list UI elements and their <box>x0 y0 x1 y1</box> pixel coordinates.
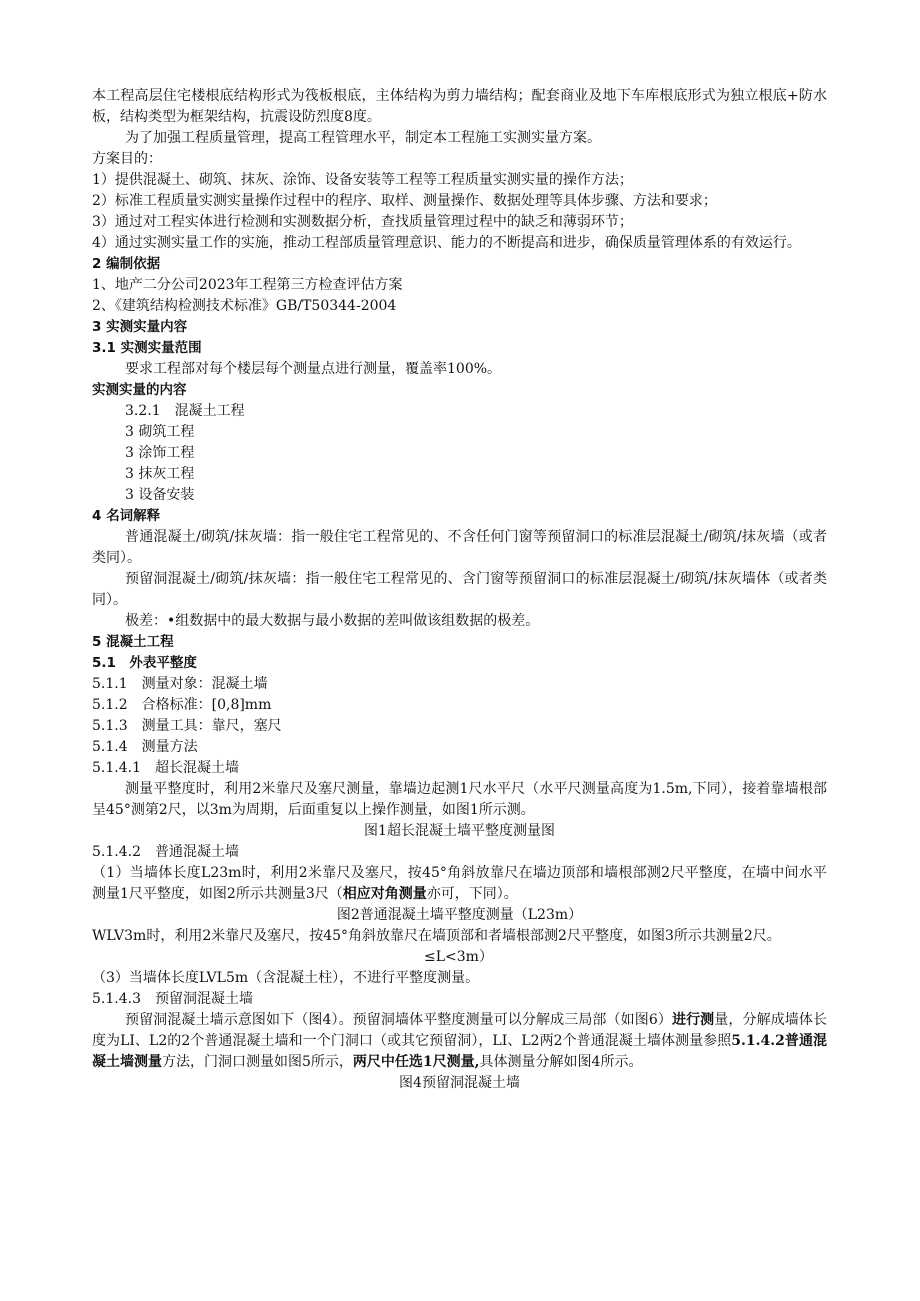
scope-text: 要求工程部对每个楼层每个测量点进行测量，覆盖率100%。 <box>125 361 502 377</box>
text-run: 预留洞混凝土墙示意图如下（图4）。预留洞墙体平整度测量可以分解成三局部（如图6） <box>125 1012 672 1028</box>
subsection-heading: 5.1 外表平整度 <box>92 655 197 671</box>
purpose-item: 1）提供混凝土、砌筑、抹灰、涂饰、设备安装等工程等工程质量实测实量的操作方法； <box>92 172 633 188</box>
text-run: 量，分解成墙体长度为LI、L2的2个普通混凝土墙和一个门洞口（或其它预留洞），LI、L2两2个普通混凝土墙体测量参照 <box>92 1012 828 1049</box>
text-run: （1）当墙体长度L23m时，利用2米靠尺及塞尺，按45°角斜放靠尺在墙边顶部和墙根部测2尺平整度，在墙中间水平测量1尺平整度，如图2所示共测量3尺（ <box>92 865 827 902</box>
method-paragraph: WLV3m时，利用2米靠尺及塞尺，按45°角斜放靠尺在墙顶部和者墙根部测2尺平整度，如图3所示共测量2尺。 <box>92 928 781 944</box>
content-item: 3 砌筑工程 <box>125 424 195 440</box>
clause-line: 5.1.4.3 预留洞混凝土墙 <box>92 991 253 1007</box>
bold-text-run: 5.1.4.2普通混凝土墙测量 <box>92 1033 828 1070</box>
definition-paragraph: 极差：•组数据中的最大数据与最小数据的差叫做该组数据的极差。 <box>125 613 540 629</box>
content-item: 3 涂饰工程 <box>125 445 195 461</box>
clause-line: 5.1.1 测量对象：混凝土墙 <box>92 676 268 692</box>
method-paragraph <box>92 863 827 905</box>
basis-item: 2、《建筑结构检测技术标准》GB/T50344-2004 <box>92 298 397 314</box>
purpose-item: 4）通过实测实量工作的实施，推动工程部质量管理意识、能力的不断提高和进步，确保质量管理体系的有效运行。 <box>92 235 801 251</box>
clause-line: 5.1.3 测量工具：靠尺，塞尺 <box>92 718 282 734</box>
content-item: 3 抹灰工程 <box>125 466 195 482</box>
intro-paragraph: 本工程高层住宅楼根底结构形式为筏板根底，主体结构为剪力墙结构；配套商业及地下车库根底形式为独立根底+防水板，结构类型为框架结构，抗震设防烈度8度。 <box>92 88 827 125</box>
purpose-item: 3）通过对工程实体进行检测和实测数据分析，查找质量管理过程中的缺乏和薄弱环节； <box>92 214 633 230</box>
clause-line: 5.1.4 测量方法 <box>92 739 198 755</box>
section-heading: 5 混凝土工程 <box>92 634 174 650</box>
text-run: 亦可，下同）。 <box>426 886 518 902</box>
purpose-item: 2）标准工程质量实测实量操作过程中的程序、取样、测量操作、数据处理等具体步骤、方法和要求； <box>92 193 717 209</box>
purpose-title: 方案目的： <box>92 151 162 167</box>
bold-text-run: 两尺中任选1尺测量, <box>352 1054 480 1070</box>
subsection-heading: 3.1 实测实量范围 <box>92 340 202 356</box>
method-paragraph: （3）当墙体长度LVL5m（含混凝土柱），不进行平整度测量。 <box>92 970 480 986</box>
figure-caption: 图1超长混凝土墙平整度测量图 <box>364 823 555 839</box>
definition-paragraph: 普通混凝土/砌筑/抹灰墙：指一般住宅工程常见的、不含任何门窗等预留洞口的标准层混凝土/砌筑/抹灰墙（或者类同）。 <box>92 529 827 566</box>
section-heading: 2 编制依据 <box>92 256 161 272</box>
section-heading: 3 实测实量内容 <box>92 319 188 335</box>
bold-text-run: 相应对角测量 <box>342 886 427 902</box>
section-heading: 4 名词解释 <box>92 508 161 524</box>
bold-text-run: 进行测 <box>671 1012 715 1028</box>
figure-caption: 图2普通混凝土墙平整度测量（L23m） <box>336 907 583 923</box>
method-paragraph: 测量平整度时，利用2米靠尺及塞尺测量，靠墙边起测1尺水平尺（水平尺测量高度为1.5m,下同），接着靠墙根部呈45°测第2尺，以3m为周期，后面重复以上操作测量，如图1所示测。 <box>92 781 827 818</box>
subsection-heading: 实测实量的内容 <box>92 382 187 398</box>
definition-paragraph: 预留洞混凝土/砌筑/抹灰墙：指一般住宅工程常见的、含门窗等预留洞口的标准层混凝土/砌筑/抹灰墙体（或者类同）。 <box>92 571 827 608</box>
figure-caption: ≤L<3m） <box>424 949 493 965</box>
document-body <box>92 86 827 1094</box>
content-item: 3.2.1 混凝土工程 <box>125 403 245 419</box>
text-run: 方法，门洞口测量如图5所示， <box>162 1054 353 1070</box>
intro-purpose-statement: 为了加强工程质量管理，提高工程管理水平，制定本工程施工实测实量方案。 <box>125 130 601 146</box>
basis-item: 1、地产二分公司2023年工程第三方检查评估方案 <box>92 277 403 293</box>
method-paragraph <box>92 1010 827 1073</box>
clause-line: 5.1.4.2 普通混凝土墙 <box>92 844 239 860</box>
clause-line: 5.1.4.1 超长混凝土墙 <box>92 760 239 776</box>
text-run: 具体测量分解如图4所示。 <box>479 1054 643 1070</box>
content-item: 3 设备安装 <box>125 487 195 503</box>
figure-caption: 图4预留洞混凝土墙 <box>399 1075 520 1091</box>
clause-line: 5.1.2 合格标准：[0,8]mm <box>92 697 272 713</box>
